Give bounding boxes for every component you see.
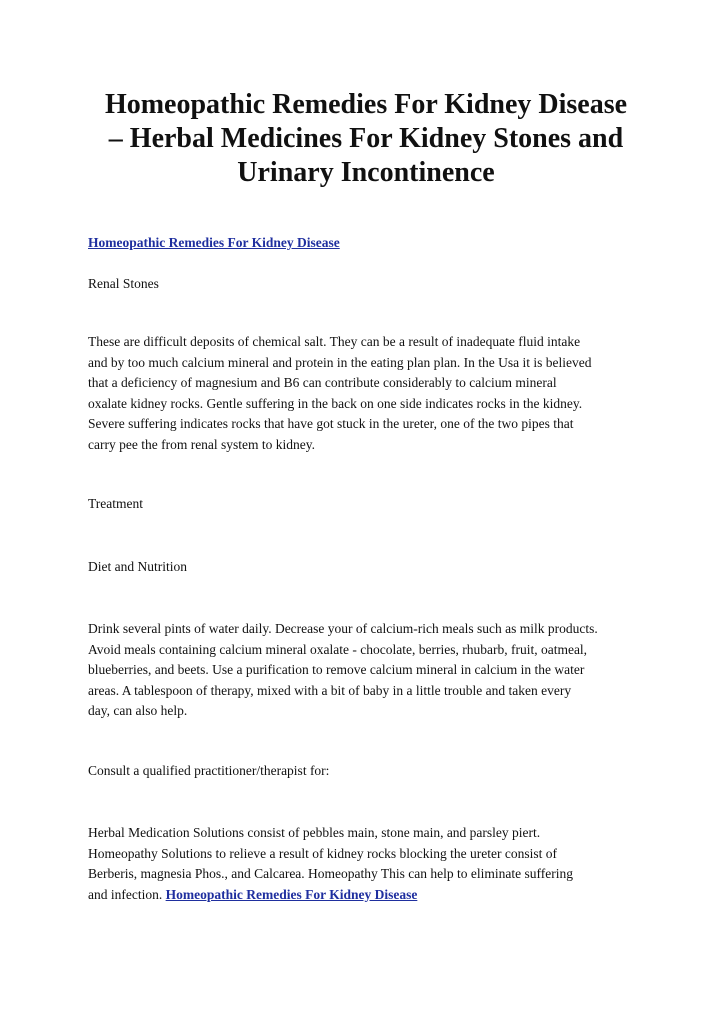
title-line-2: – Herbal Medicines For Kidney Stones and [108, 123, 624, 154]
paragraph-line: that a deficiency of magnesium and B6 can contribute considerably to calcium mineral [88, 375, 557, 390]
paragraph-line: and by too much calcium mineral and protein in the eating plan plan. In the Usa it is believed [88, 354, 592, 370]
paragraph-last-line [88, 885, 653, 906]
paragraph-renal-stones [88, 332, 653, 455]
paragraph-line: Avoid meals containing calcium mineral oxalate - chocolate, berries, rhubarb, fruit, oatmeal, [88, 641, 588, 657]
bottom-article-link[interactable]: Homeopathic Remedies For Kidney Disease [165, 886, 418, 902]
paragraph-line: Drink several pints of water daily. Decrease your of calcium-rich meals such as milk products. [88, 621, 598, 636]
paragraph-last-line-text: and infection. [88, 886, 166, 902]
paragraph-line: carry pee the from renal system to kidney. [88, 436, 316, 452]
diet-nutrition-heading: Diet and Nutrition [88, 559, 187, 574]
paragraph-line: blueberries, and beets. Use a purification to remove calcium mineral in calcium in the water [88, 662, 585, 677]
treatment-heading: Treatment [88, 496, 143, 511]
paragraph-line: Berberis, magnesia Phos., and Calcarea. Homeopathy This can help to eliminate suffering [88, 866, 573, 881]
paragraph-herbal [88, 823, 653, 905]
paragraph-line: Herbal Medication Solutions consist of pebbles main, stone main, and parsley piert. [88, 825, 541, 840]
article-title [86, 88, 646, 190]
consult-heading: Consult a qualified practitioner/therapist for: [88, 763, 330, 778]
renal-stones-heading: Renal Stones [88, 276, 159, 291]
top-article-link[interactable]: Homeopathic Remedies For Kidney Disease [88, 235, 340, 250]
paragraph-line: Severe suffering indicates rocks that have got stuck in the ureter, one of the two pipes that [88, 416, 574, 431]
paragraph-line: areas. A tablespoon of therapy, mixed with a bit of baby in a little trouble and taken every [88, 682, 572, 698]
title-line-1: Homeopathic Remedies For Kidney Disease [104, 89, 628, 120]
paragraph-line: oxalate kidney rocks. Gentle suffering in the back on one side indicates rocks in the kidney. [88, 395, 583, 411]
paragraph-line: These are difficult deposits of chemical salt. They can be a result of inadequate fluid intake [88, 334, 581, 349]
title-line-3: Urinary Incontinence [237, 157, 495, 188]
paragraph-line: Homeopathy Solutions to relieve a result of kidney rocks blocking the ureter consist of [88, 845, 558, 861]
paragraph-diet [88, 619, 653, 722]
paragraph-line: day, can also help. [88, 703, 188, 718]
